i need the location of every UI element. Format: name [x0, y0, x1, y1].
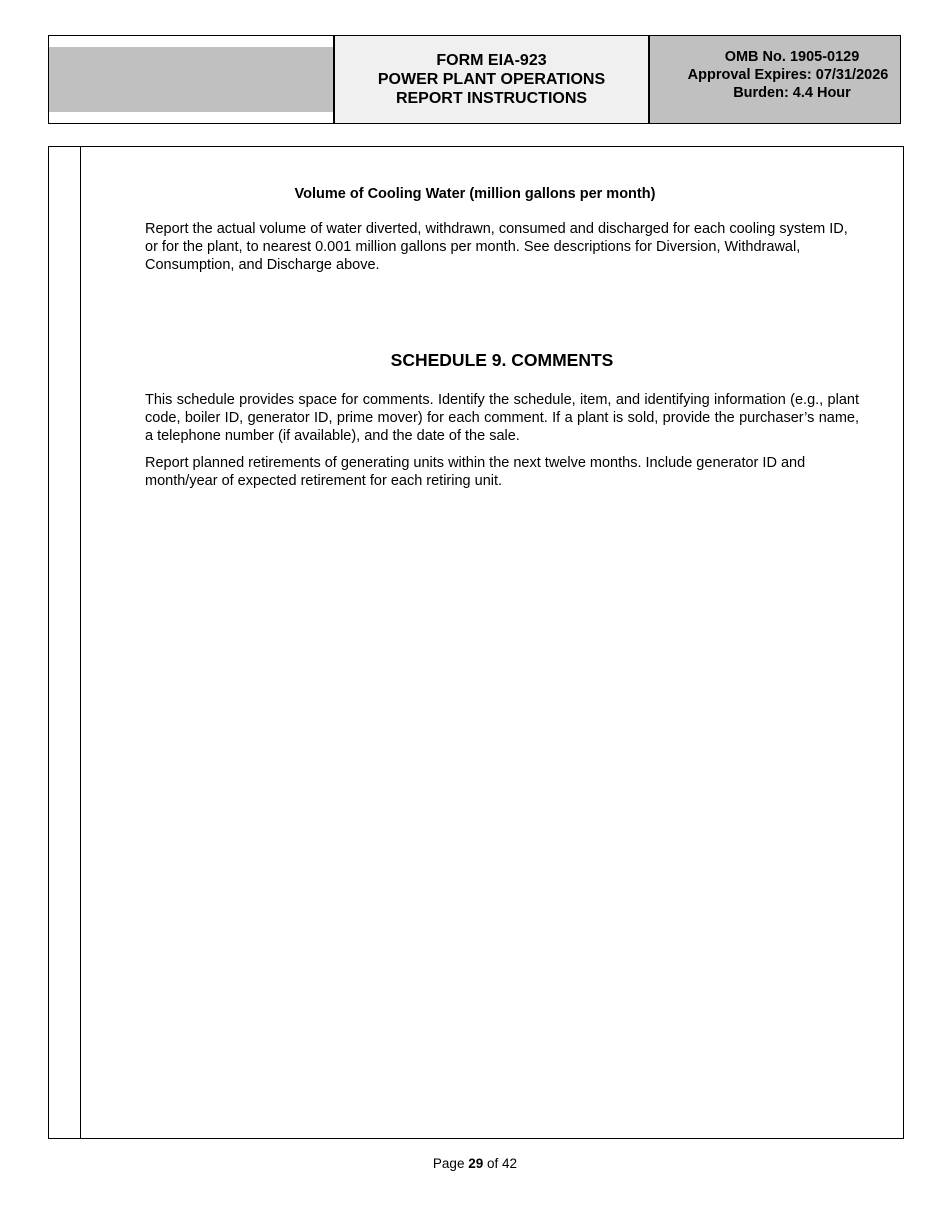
- page-footer: [0, 1156, 950, 1171]
- page-of: of: [487, 1156, 499, 1171]
- header-title-block: [335, 36, 650, 123]
- schedule-9-paragraph-retirements: Report planned retirements of generating units within the next twelve months. Include generator ID and month/year of expected retirement for each retiring unit.: [145, 455, 806, 489]
- header-logo-area: [49, 36, 335, 123]
- burden-hours: Burden: 4.4 Hour: [733, 85, 851, 101]
- form-number: FORM EIA-923: [436, 52, 547, 69]
- page-number: 29: [468, 1156, 484, 1171]
- page-total: 42: [502, 1156, 518, 1171]
- volume-section-heading: Volume of Cooling Water (million gallons per month): [294, 186, 656, 202]
- volume-section-paragraph: Report the actual volume of water diverted, withdrawn, consumed and discharged for each cooling system ID, or for the plant, to nearest 0.001 million gallons per month. See descriptions for Diversion, Withdrawal, Consumption, and Discharge above.: [145, 221, 848, 273]
- header-omb-block: [650, 36, 900, 123]
- form-title-line1: POWER PLANT OPERATIONS: [377, 71, 606, 88]
- omb-number: OMB No. 1905-0129: [724, 49, 860, 65]
- content-frame: [48, 146, 904, 1139]
- page-prefix: Page: [432, 1156, 465, 1171]
- frame-margin-divider: [80, 147, 81, 1138]
- approval-expires: Approval Expires: 07/31/2026: [687, 67, 889, 83]
- schedule-9-title: SCHEDULE 9. COMMENTS: [390, 350, 614, 370]
- schedule-9-paragraph-comments: This schedule provides space for comments. Identify the schedule, item, and identifying information (e.g., plant code, boiler ID, generator ID, prime mover) for each comment. If a plant is sold, provide the purchaser’s name, a telephone number (if available), and the date of the sale.: [145, 392, 859, 444]
- form-header: [48, 35, 901, 124]
- header-gray-band: [49, 47, 333, 112]
- form-title-line2: REPORT INSTRUCTIONS: [395, 90, 588, 107]
